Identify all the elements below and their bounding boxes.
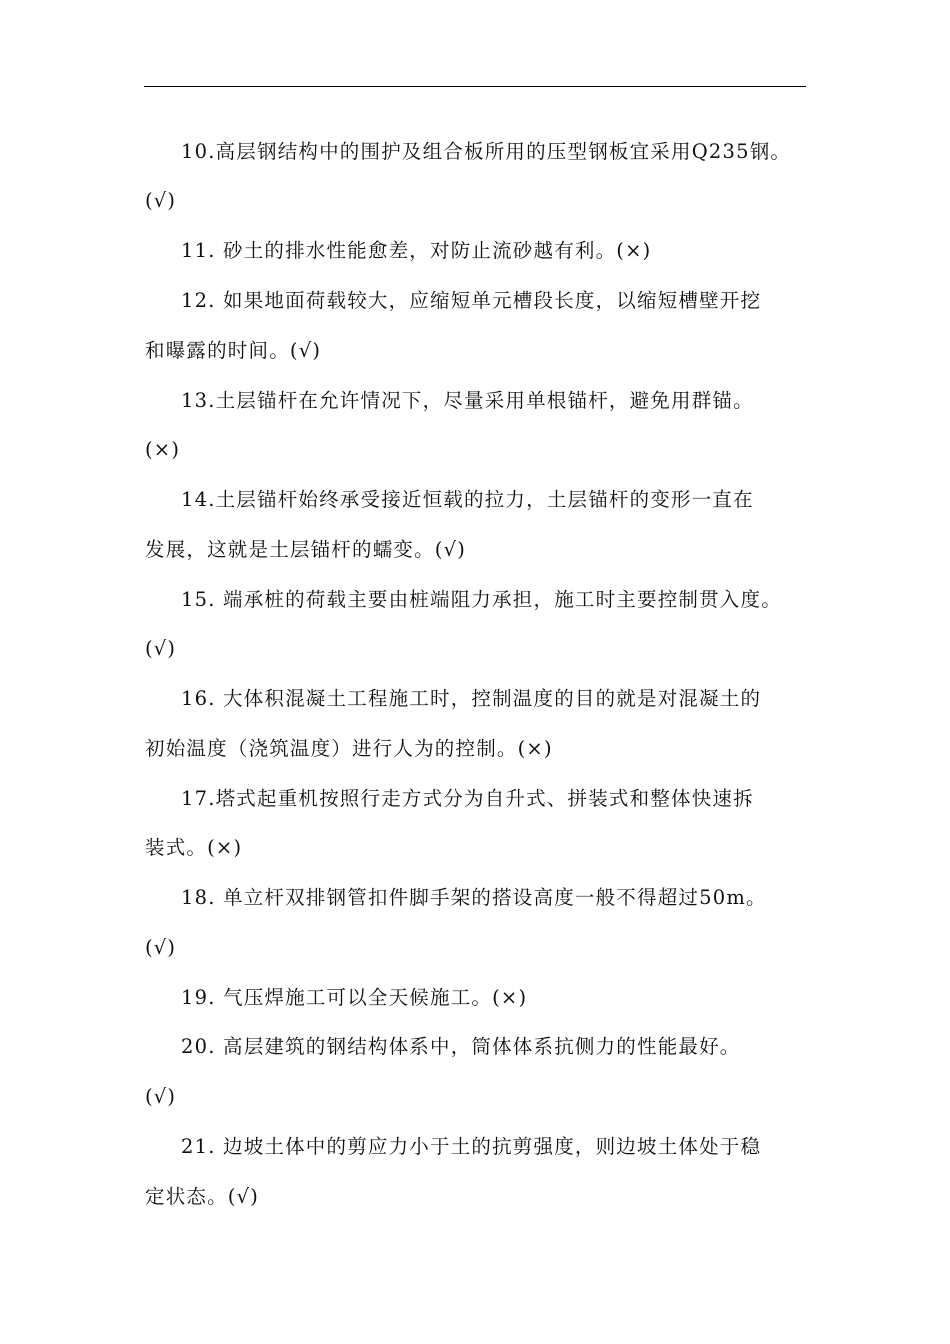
item-14-line-2: 发展，这就是土层锚杆的蠕变。(√) — [145, 538, 467, 561]
item-20-line-1: 20. 高层建筑的钢结构体系中，筒体体系抗侧力的性能最好。 — [181, 1035, 741, 1058]
item-21-line-2: 定状态。(√) — [145, 1185, 260, 1208]
item-18-line-1: 18. 单立杆双排钢管扣件脚手架的搭设高度一般不得超过50m。 — [181, 886, 767, 909]
item-20-line-2: (√) — [145, 1085, 177, 1108]
item-17-line-2: 装式。(×) — [145, 836, 243, 859]
item-14-line-1: 14.土层锚杆始终承受接近恒载的拉力，土层锚杆的变形一直在 — [181, 488, 754, 511]
item-18-line-2: (√) — [145, 936, 177, 959]
item-15-line-1: 15. 端承桩的荷载主要由桩端阻力承担，施工时主要控制贯入度。 — [181, 588, 782, 611]
item-13-line-2: (×) — [145, 438, 181, 461]
item-10-line-1: 10.高层钢结构中的围护及组合板所用的压型钢板宜采用Q235钢。 — [181, 140, 792, 163]
item-17-line-1: 17.塔式起重机按照行走方式分为自升式、拼装式和整体快速拆 — [181, 787, 754, 810]
item-10-line-2: (√) — [145, 189, 177, 212]
item-21-line-1: 21. 边坡土体中的剪应力小于土的抗剪强度，则边坡土体处于稳 — [181, 1135, 762, 1158]
item-19-line-1: 19. 气压焊施工可以全天候施工。(×) — [181, 986, 528, 1009]
header-rule — [144, 86, 806, 87]
item-13-line-1: 13.土层锚杆在允许情况下，尽量采用单根锚杆，避免用群锚。 — [181, 389, 754, 412]
item-16-line-1: 16. 大体积混凝土工程施工时，控制温度的目的就是对混凝土的 — [181, 687, 762, 710]
item-16-line-2: 初始温度（浇筑温度）进行人为的控制。(×) — [145, 737, 553, 760]
item-12-line-2: 和曝露的时间。(√) — [145, 339, 322, 362]
item-11-line-1: 11. 砂土的排水性能愈差，对防止流砂越有利。(×) — [181, 239, 652, 262]
item-12-line-1: 12. 如果地面荷载较大，应缩短单元槽段长度，以缩短槽壁开挖 — [181, 289, 762, 312]
item-15-line-2: (√) — [145, 637, 177, 660]
